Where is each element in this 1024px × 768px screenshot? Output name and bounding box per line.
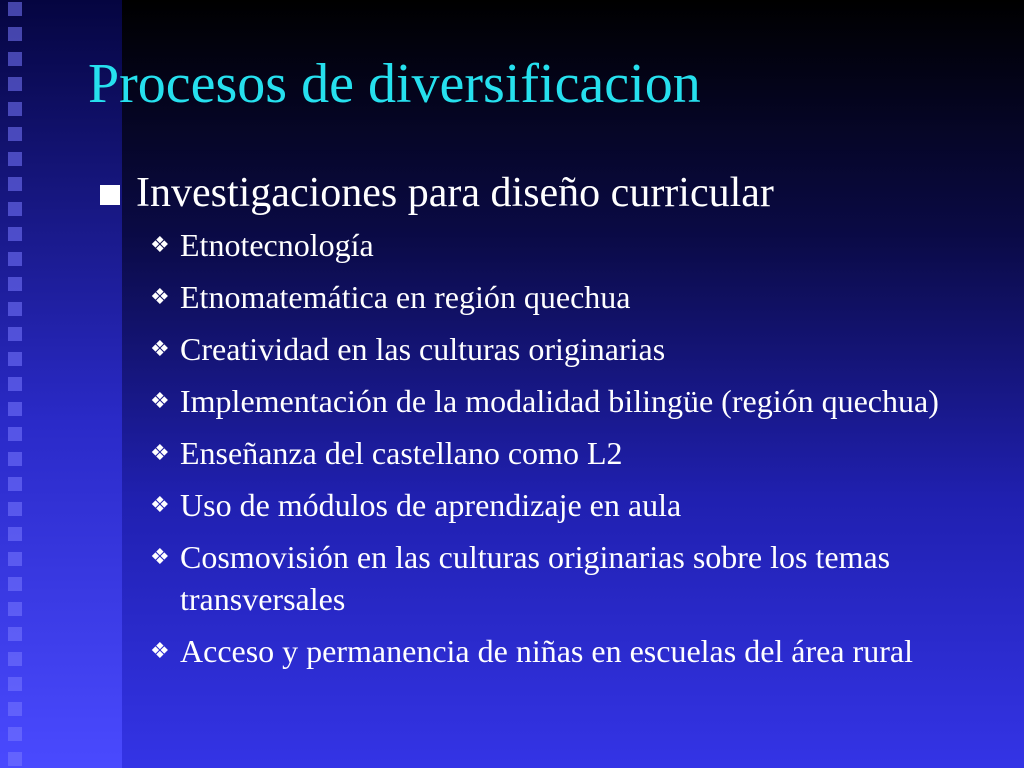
decorative-square: [8, 702, 22, 716]
slide-content: [100, 168, 980, 682]
decorative-square: [8, 127, 22, 141]
sub-bullet-item: [100, 536, 980, 620]
diamond-bullet-icon: ❖: [150, 232, 170, 257]
decorative-square: [8, 2, 22, 16]
decorative-square: [8, 352, 22, 366]
sub-bullet-item: [100, 484, 980, 526]
decorative-square: [8, 627, 22, 641]
decorative-square: [8, 152, 22, 166]
decorative-square: [8, 602, 22, 616]
sub-bullet-item: [100, 380, 980, 422]
main-bullet-text: Investigaciones para diseño curricular: [136, 170, 774, 216]
decorative-square: [8, 77, 22, 91]
square-bullet-icon: [100, 185, 120, 205]
diamond-bullet-icon: ❖: [150, 492, 170, 517]
decorative-square: [8, 552, 22, 566]
decorative-square: [8, 452, 22, 466]
decorative-square: [8, 52, 22, 66]
sub-bullet-list: [100, 224, 980, 672]
decorative-square: [8, 727, 22, 741]
decorative-square: [8, 177, 22, 191]
decorative-square: [8, 202, 22, 216]
decorative-square: [8, 677, 22, 691]
decorative-square: [8, 27, 22, 41]
sub-bullet-item: [100, 432, 980, 474]
decorative-square: [8, 227, 22, 241]
sub-bullet-text: Cosmovisión en las culturas originarias sobre los temas transversales: [180, 539, 891, 617]
sub-bullet-item: [100, 328, 980, 370]
decorative-square: [8, 527, 22, 541]
decorative-square: [8, 302, 22, 316]
sub-bullet-text: Etnomatemática en región quechua: [180, 279, 631, 315]
decorative-square: [8, 277, 22, 291]
diamond-bullet-icon: ❖: [150, 440, 170, 465]
decorative-square: [8, 652, 22, 666]
decorative-square: [8, 427, 22, 441]
slide-title: Procesos de diversificacion: [88, 53, 701, 115]
decorative-square: [8, 327, 22, 341]
sub-bullet-text: Uso de módulos de aprendizaje en aula: [180, 487, 682, 523]
decorative-square: [8, 377, 22, 391]
sub-bullet-text: Enseñanza del castellano como L2: [180, 435, 623, 471]
decorative-square: [8, 252, 22, 266]
main-bullet-item: [100, 168, 980, 218]
sub-bullet-text: Implementación de la modalidad bilingüe (región quechua): [180, 383, 939, 419]
sub-bullet-text: Acceso y permanencia de niñas en escuelas del área rural: [180, 633, 913, 669]
decorative-square: [8, 402, 22, 416]
decorative-square: [8, 577, 22, 591]
decorative-square: [8, 502, 22, 516]
sub-bullet-item: [100, 224, 980, 266]
decorative-square: [8, 477, 22, 491]
decorative-square: [8, 102, 22, 116]
decorative-square: [8, 752, 22, 766]
diamond-bullet-icon: ❖: [150, 544, 170, 569]
sub-bullet-item: [100, 276, 980, 318]
decorative-square-column: [8, 0, 28, 768]
sub-bullet-item: [100, 630, 980, 672]
diamond-bullet-icon: ❖: [150, 284, 170, 309]
sub-bullet-text: Etnotecnología: [180, 227, 374, 263]
diamond-bullet-icon: ❖: [150, 638, 170, 663]
sub-bullet-text: Creatividad en las culturas originarias: [180, 331, 666, 367]
diamond-bullet-icon: ❖: [150, 336, 170, 361]
diamond-bullet-icon: ❖: [150, 388, 170, 413]
